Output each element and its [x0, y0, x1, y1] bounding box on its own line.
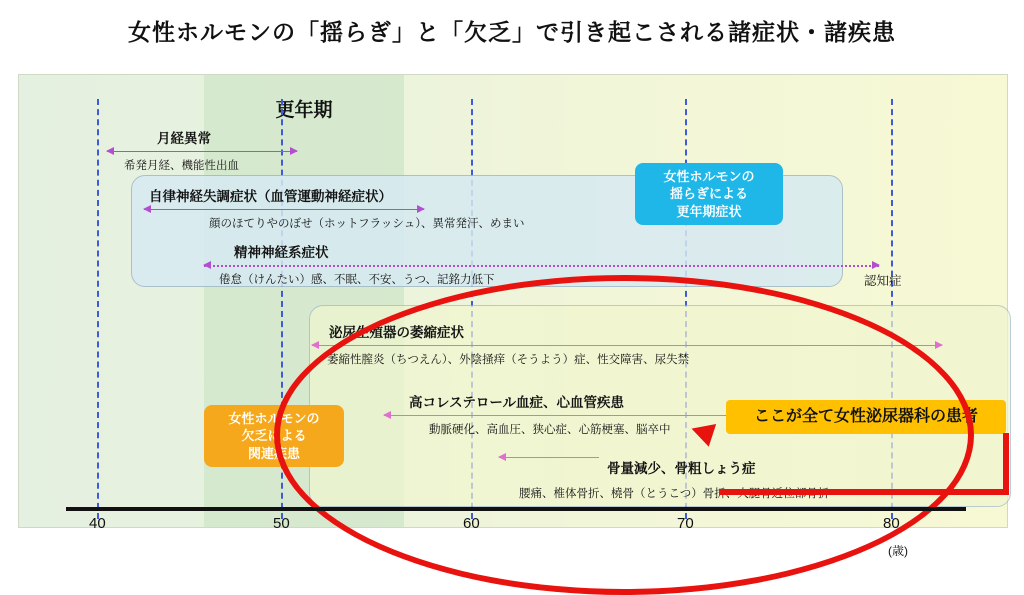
callout-orange-line3: 関連疾患 [247, 445, 300, 461]
symptom-detail-autonomic: 顔のほてりやのぼせ（ホットフラッシュ）、異常発汗、めまい [209, 218, 525, 230]
menopause-band-label: 更年期 [275, 100, 333, 121]
callout-orange-line1: 女性ホルモンの [228, 410, 320, 426]
callout-orange-line2: 欠乏による [241, 428, 307, 444]
axis-tick-60: 60 [463, 515, 480, 532]
age-axis [66, 507, 966, 511]
gridline-40 [97, 99, 99, 519]
axis-tick-40: 40 [89, 515, 106, 532]
symptom-detail-menstrual: 希発月経、機能性出血 [124, 160, 239, 172]
callout-urology-patients: ここが全て女性泌尿器科の患者 [726, 400, 1006, 434]
symptom-heading-psych: 精神神経系症状 [234, 245, 329, 260]
arrow-urogenital [312, 345, 942, 347]
symptom-label-dementia: 認知症 [864, 274, 902, 288]
page-title: 女性ホルモンの「揺らぎ」と「欠乏」で引き起こされる諸症状・諸疾患 [128, 19, 896, 45]
callout-blue-line3: 更年期症状 [676, 203, 742, 219]
symptom-detail-psych: 倦怠（けんたい）感、不眠、不安、うつ、記銘力低下 [219, 274, 495, 286]
arrow-menstrual [107, 151, 297, 153]
symptom-heading-urogenital: 泌尿生殖器の萎縮症状 [329, 325, 464, 340]
arrow-autonomic [144, 209, 424, 211]
symptom-detail-urogenital: 萎縮性膣炎（ちつえん）、外陰掻痒（そうよう）症、性交障害、尿失禁 [327, 354, 690, 366]
callout-fluctuation [635, 163, 783, 225]
axis-tick-80: 80 [883, 515, 900, 532]
callout-blue-line1: 女性ホルモンの [663, 168, 755, 184]
symptom-detail-bone: 腰痛、椎体骨折、橈骨（とうこつ）骨折、大腿骨近位部骨折 [519, 488, 830, 500]
callout-blue-line2: 揺らぎによる [669, 186, 748, 202]
axis-tick-50: 50 [273, 515, 290, 532]
callout-deficiency [204, 405, 344, 467]
symptom-heading-bone: 骨量減少、骨粗しょう症 [607, 461, 756, 476]
arrow-psych [204, 265, 879, 267]
arrow-bone [499, 457, 599, 459]
axis-unit-label: (歳) [888, 544, 908, 558]
axis-tick-70: 70 [677, 515, 694, 532]
symptom-heading-cardio: 高コレステロール血症、心血管疾患 [409, 395, 625, 410]
diagram-canvas [18, 74, 1008, 532]
symptom-detail-cardio: 動脈硬化、高血圧、狭心症、心筋梗塞、脳卒中 [429, 424, 671, 436]
symptom-heading-menstrual: 月経異常 [157, 131, 211, 146]
symptom-heading-autonomic: 自律神経失調症状（血管運動神経症状） [149, 189, 392, 204]
